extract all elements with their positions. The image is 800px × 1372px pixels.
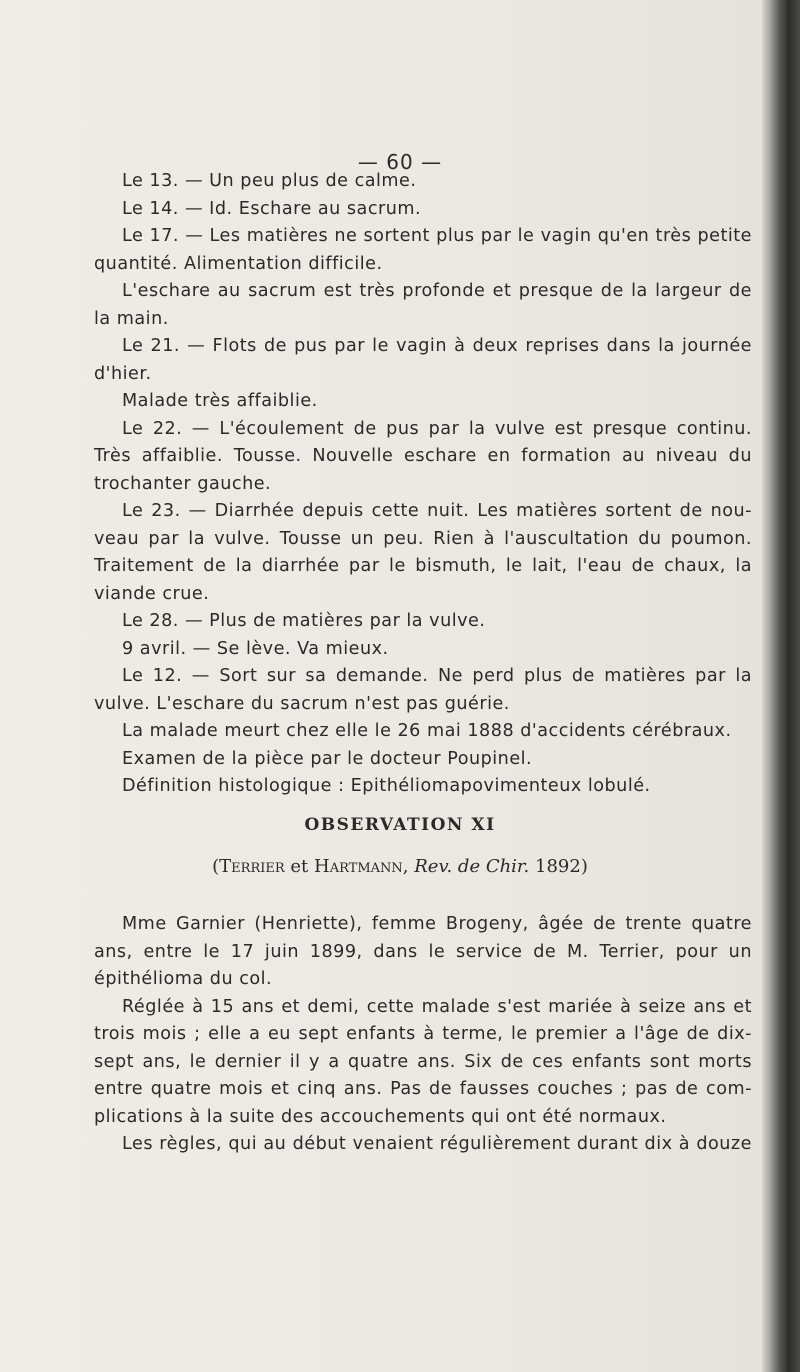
ref-journal: Rev. de Chir. [414, 856, 530, 877]
text-line: Examen de la pièce par le docteur Poupinel. [122, 748, 533, 769]
text-line: épithélioma du col. [94, 969, 273, 989]
ref-sep: , [402, 856, 415, 877]
text-line: ans, entre le 17 juin 1899, dans le service de M. Terrier, pour un [94, 941, 752, 962]
text-line: vulve. L'eschare du sacrum n'est pas guérie. [94, 693, 510, 714]
text-line: la main. [94, 308, 169, 329]
text-line: plications à la suite des accouchements qui ont été normaux. [94, 1106, 667, 1127]
text-line: Le 22. — L'écoulement de pus par la vulve est presque continu. [122, 418, 752, 439]
observation-body [94, 911, 752, 1159]
ref-conj: et [284, 856, 315, 877]
text-line: quantité. Alimentation difficile. [94, 253, 383, 274]
text-line: entre quatre mois et cinq ans. Pas de fausses couches ; pas de com- [94, 1079, 752, 1099]
text-line: Définition histologique : Epithéliomapovimenteux lobulé. [122, 776, 651, 796]
ref-author-1: Terrier [219, 856, 285, 877]
text-line: Le 17. — Les matières ne sortent plus par le vagin qu'en très petite [122, 226, 752, 246]
ref-year: 1892) [529, 856, 588, 877]
text-line: trois mois ; elle a eu sept enfants à terme, le premier a l'âge de dix- [94, 1024, 752, 1044]
text-line: Très affaiblie. Tousse. Nouvelle eschare en formation au niveau du [94, 446, 752, 466]
text-line: Le 12. — Sort sur sa demande. Ne perd plus de matières par la [122, 666, 752, 686]
text-line: d'hier. [94, 363, 152, 384]
text-line: Le 14. — Id. Eschare au sacrum. [122, 198, 422, 219]
page-number: — 60 — [357, 150, 443, 174]
observation-reference [0, 856, 800, 877]
text-line: viande crue. [94, 583, 210, 604]
text-line: La malade meurt chez elle le 26 mai 1888 d'accidents cérébraux. [122, 721, 732, 741]
text-line: Le 21. — Flots de pus par le vagin à deux reprises dans la journée [122, 336, 752, 356]
text-line: Traitement de la diarrhée par le bismuth, le lait, l'eau de chaux, la [94, 556, 752, 576]
text-line: Le 13. — Un peu plus de calme. [122, 171, 417, 191]
page-edge-shadow [762, 0, 800, 1372]
text-line: veau par la vulve. Tousse un peu. Rien à l'auscultation du poumon. [94, 528, 752, 549]
ref-author-2: Hartmann [314, 856, 403, 877]
text-line: 9 avril. — Se lève. Va mieux. [122, 638, 389, 659]
text-line: trochanter gauche. [94, 473, 272, 494]
text-line: Le 28. — Plus de matières par la vulve. [122, 611, 486, 631]
text-line: sept ans, le dernier il y a quatre ans. Six de ces enfants sont morts [94, 1051, 752, 1072]
text-line: Mme Garnier (Henriette), femme Brogeny, âgée de trente quatre [122, 914, 752, 934]
case-notes [94, 168, 752, 801]
text-line: L'eschare au sacrum est très profonde et presque de la largeur de [122, 281, 752, 301]
text-line: Les règles, qui au début venaient régulièrement durant dix à douze [122, 1134, 752, 1154]
text-line: Réglée à 15 ans et demi, cette malade s'est mariée à seize ans et [122, 996, 752, 1017]
text-line: Malade très affaiblie. [122, 391, 318, 411]
text-line: Le 23. — Diarrhée depuis cette nuit. Les matières sortent de nou- [122, 501, 752, 521]
ref-open: ( [212, 856, 220, 877]
observation-title: OBSERVATION XI [304, 815, 496, 835]
